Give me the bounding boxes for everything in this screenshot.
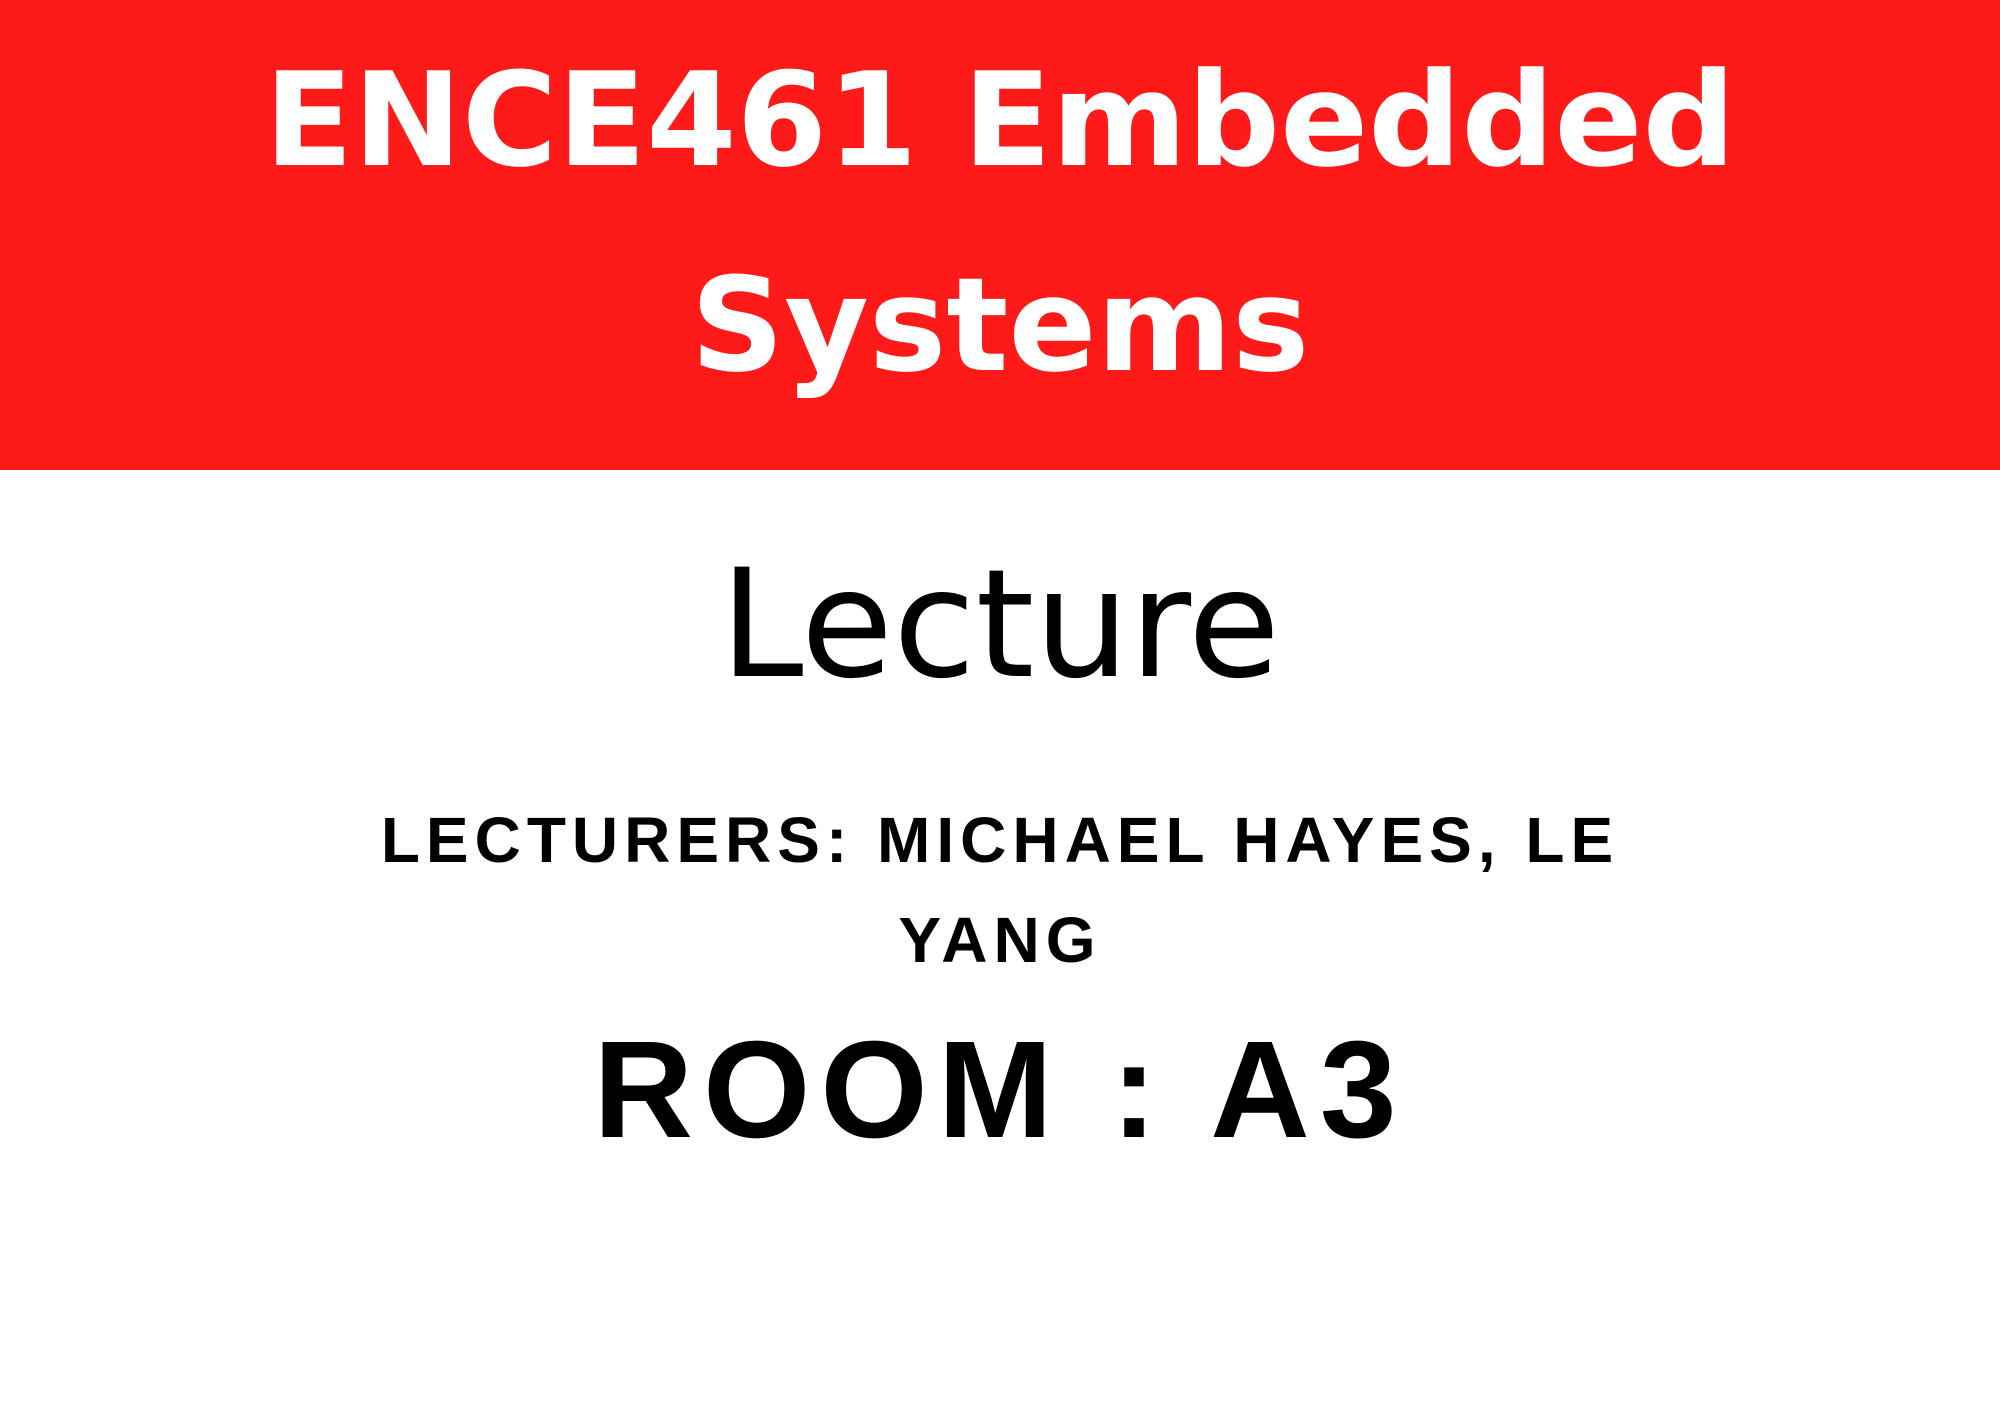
- lecturers-text: LECTURERS: MICHAEL HAYES, LE YANG: [380, 804, 1620, 976]
- room-label: ROOM : A3: [593, 1013, 1407, 1167]
- event-type-heading: Lecture: [719, 538, 1281, 712]
- header-banner: [0, 0, 2000, 470]
- course-title-line-1: ENCE461 Embedded: [264, 44, 1736, 196]
- course-title-line-2: Systems: [690, 249, 1310, 401]
